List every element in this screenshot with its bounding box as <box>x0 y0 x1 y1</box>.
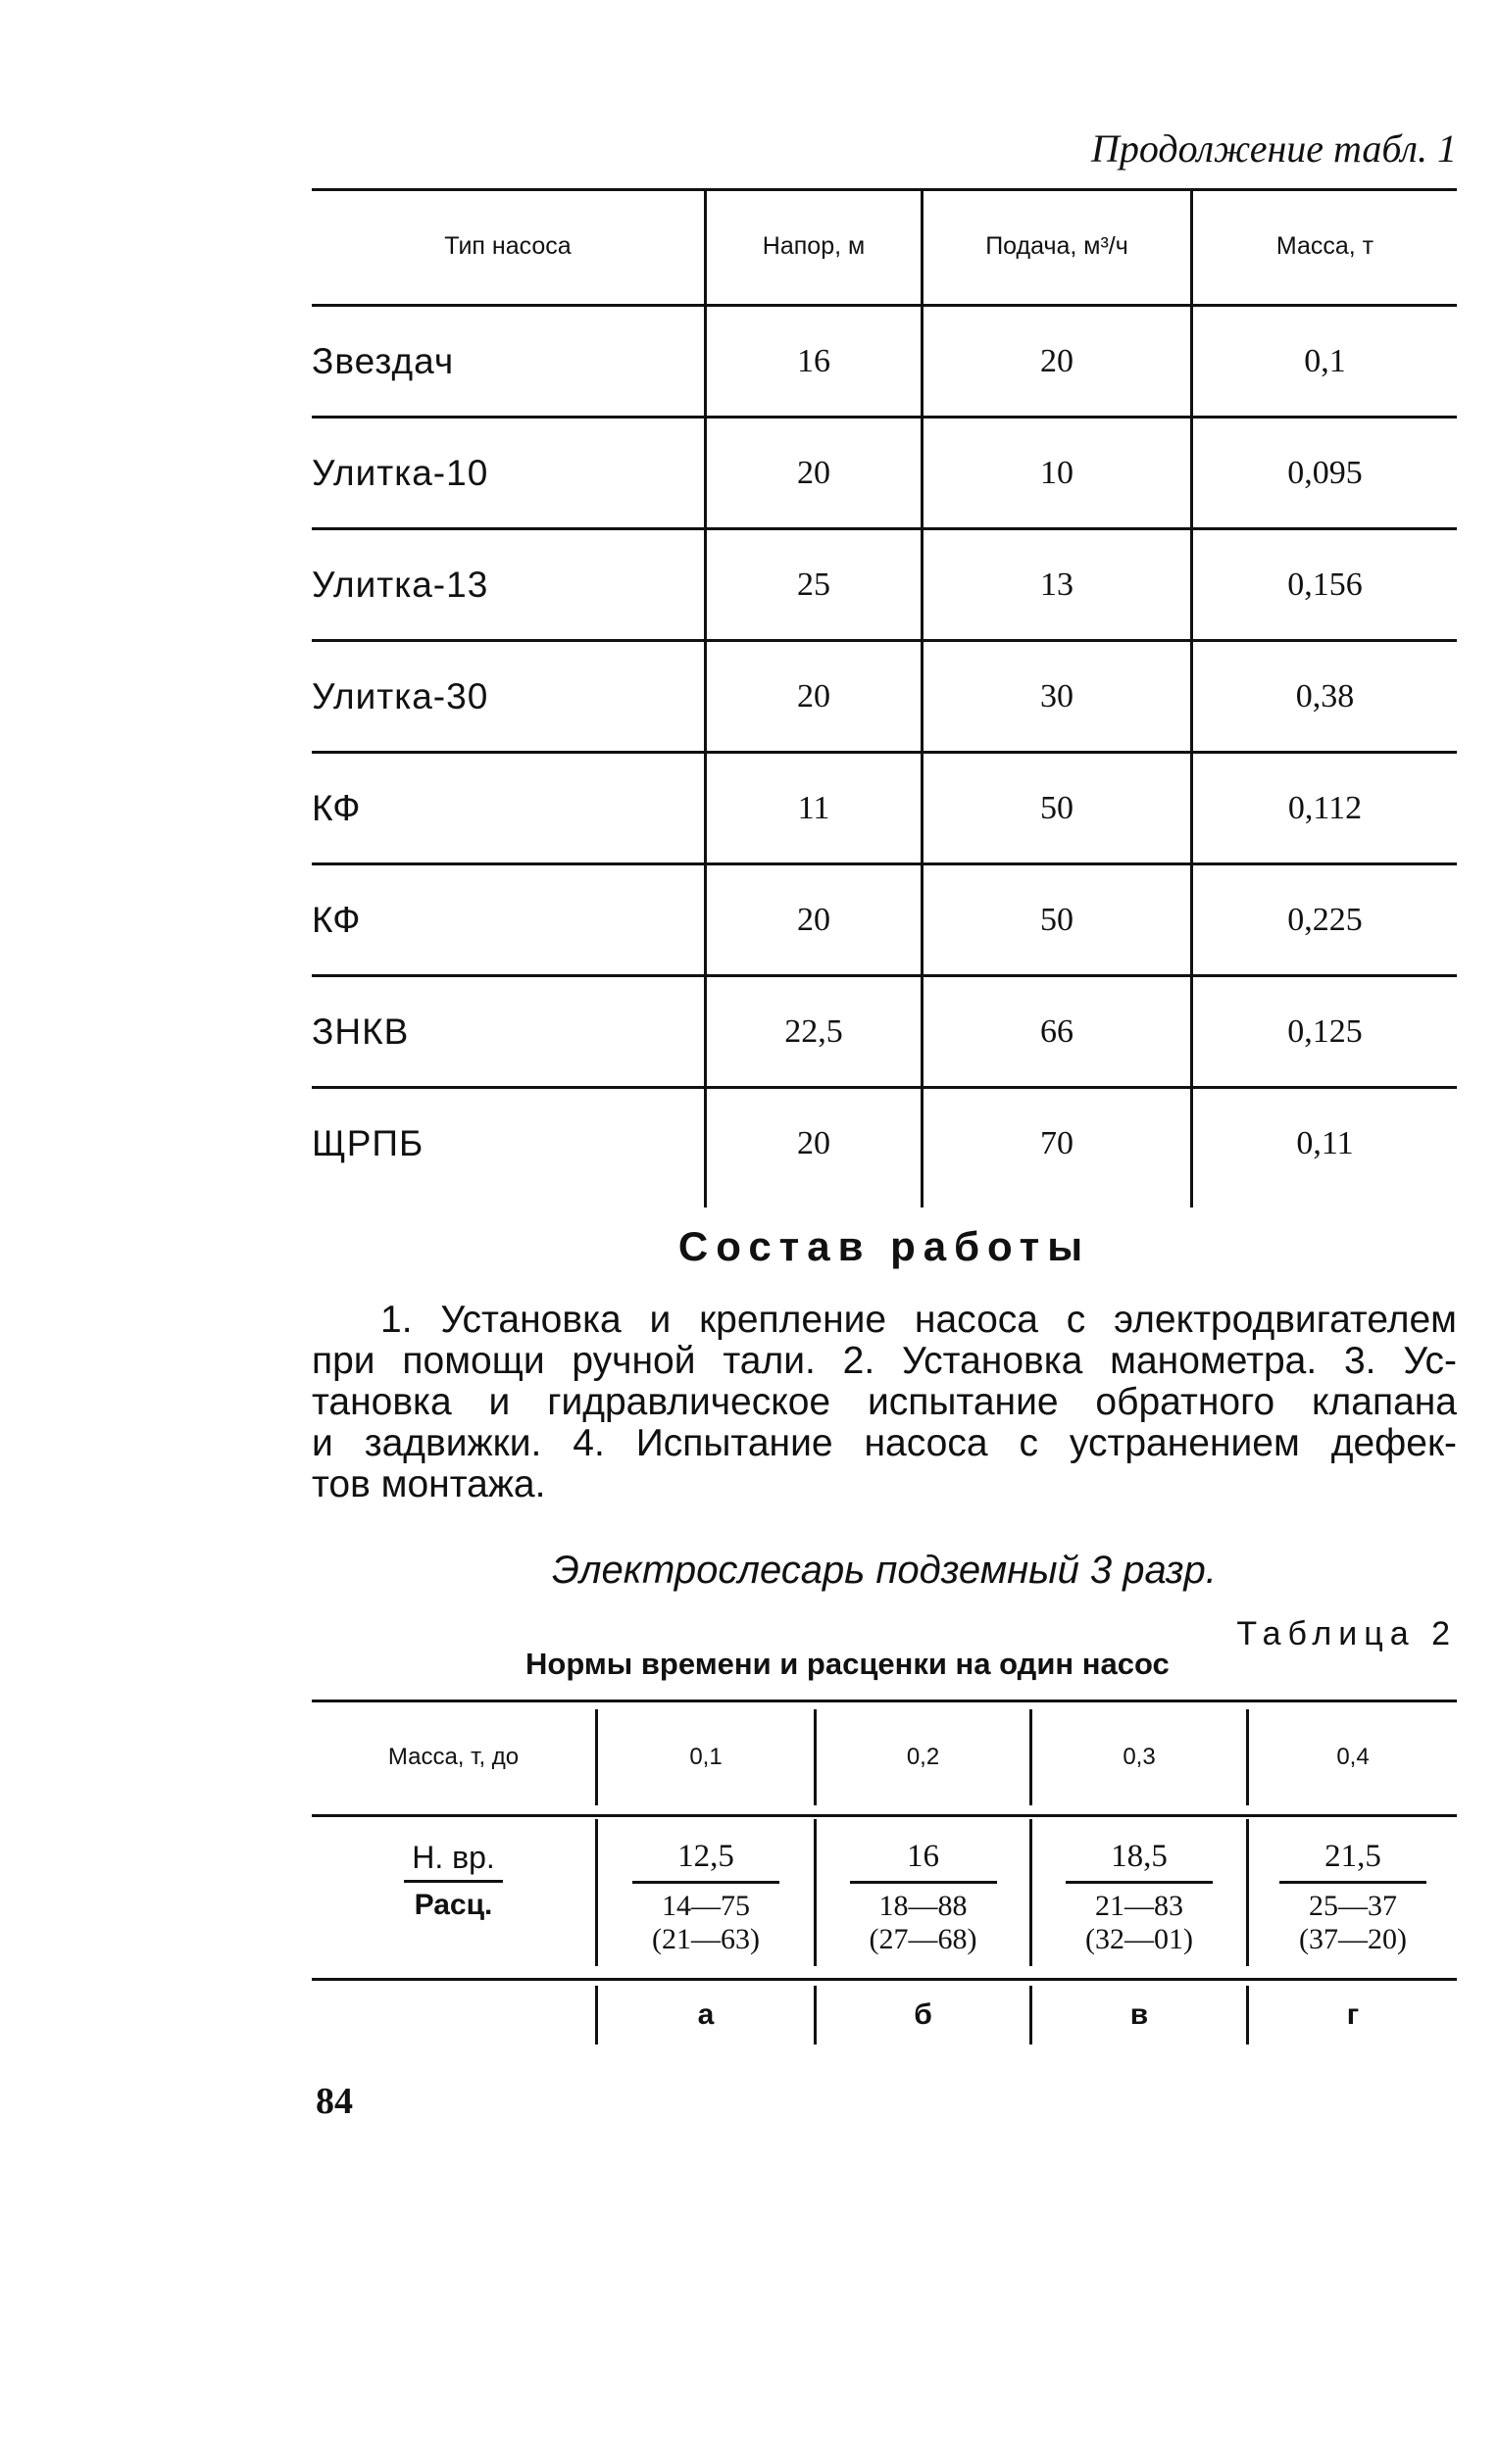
flow-value: 13 <box>1040 566 1074 603</box>
mass-column-header: 0,2 <box>906 1743 940 1770</box>
rate-secondary: (21—63) <box>652 1923 760 1955</box>
rate-value <box>1085 1884 1193 1956</box>
paragraph-line: при помощи ручной тали. 2. Установка манометра. 3. Ус- <box>312 1340 1457 1382</box>
norm-time-value: 16 <box>850 1839 997 1884</box>
flow-value: 50 <box>1040 901 1074 938</box>
page-number: 84 <box>316 2081 353 2122</box>
mass-value: 0,38 <box>1295 677 1355 715</box>
mass-value: 0,125 <box>1287 1012 1363 1050</box>
continuation-caption: Продолжение табл. 1 <box>1090 126 1457 171</box>
flow-value: 30 <box>1040 677 1074 715</box>
pump-name: КФ <box>312 899 362 940</box>
norm-cell <box>1249 1817 1457 1978</box>
pump-name: Улитка-30 <box>312 675 489 716</box>
head-value: 11 <box>797 789 830 826</box>
head-value: 16 <box>797 342 830 379</box>
paragraph-line: 1. Установка и крепление насоса с электродвигателем <box>380 1299 1457 1341</box>
norm-time-value: 18,5 <box>1066 1839 1213 1884</box>
norm-cell <box>817 1817 1029 1978</box>
rate-value <box>870 1884 977 1956</box>
pump-name: ЩРПБ <box>312 1122 424 1163</box>
column-letter: в <box>1129 1998 1149 2031</box>
work-description <box>312 1300 1457 1505</box>
norm-time-value: 21,5 <box>1279 1839 1426 1884</box>
mass-value: 0,11 <box>1296 1124 1354 1161</box>
head-value: 20 <box>797 901 830 938</box>
worker-qualification: Электрослесарь подземный 3 разр. <box>552 1549 1217 1592</box>
rate-primary: 14—75 <box>661 1890 750 1922</box>
mass-value: 0,1 <box>1304 342 1346 379</box>
rate-primary: 18—88 <box>878 1890 968 1922</box>
head-value: 20 <box>797 1124 830 1161</box>
mass-value: 0,225 <box>1287 901 1363 938</box>
pump-name: Улитка-13 <box>312 564 489 605</box>
mass-value: 0,156 <box>1287 566 1363 603</box>
column-letter: г <box>1346 1998 1360 2031</box>
col-header-flow: Подача, м³/ч <box>985 231 1128 260</box>
rate-primary: 25—37 <box>1308 1890 1397 1922</box>
pump-name: Звездач <box>312 340 455 381</box>
paragraph-line: тов монтажа. <box>312 1463 546 1505</box>
head-value: 20 <box>797 677 830 715</box>
flow-value: 10 <box>1040 454 1074 491</box>
flow-value: 70 <box>1040 1124 1074 1161</box>
norm-time-label: Н. вр. <box>404 1840 503 1883</box>
pump-name: Улитка-10 <box>312 452 489 493</box>
paragraph-line: тановка и гидравлическое испытание обратного клапана <box>312 1381 1457 1423</box>
pump-name: КФ <box>312 787 362 828</box>
head-value: 25 <box>797 566 830 603</box>
mass-column-header: 0,4 <box>1336 1743 1370 1770</box>
flow-value: 50 <box>1040 789 1074 826</box>
section-title: Состав работы <box>677 1223 1091 1269</box>
mass-column-header: 0,1 <box>689 1743 723 1770</box>
norm-row-label <box>312 1817 595 1945</box>
norm-time-value: 12,5 <box>632 1839 779 1884</box>
rate-label: Расц. <box>414 1889 493 1921</box>
document-page <box>312 0 1457 2464</box>
col-header-head: Напор, м <box>762 231 866 260</box>
table2-title: Нормы времени и расценки на один насос <box>525 1647 1170 1681</box>
column-letter: а <box>697 1998 715 2031</box>
flow-value: 20 <box>1040 342 1074 379</box>
mass-value: 0,095 <box>1287 454 1363 491</box>
head-value: 22,5 <box>784 1012 843 1050</box>
table2-label: Таблица 2 <box>1236 1615 1457 1652</box>
rate-secondary: (37—20) <box>1299 1923 1407 1955</box>
col-header-mass: Масса, т <box>1275 231 1374 260</box>
rate-secondary: (27—68) <box>869 1923 977 1955</box>
head-value: 20 <box>797 454 830 491</box>
pump-name: ЗНКВ <box>312 1010 410 1052</box>
rate-primary: 21—83 <box>1094 1890 1183 1922</box>
rate-value <box>652 1884 760 1956</box>
mass-header: Масса, т, до <box>387 1743 520 1770</box>
paragraph-line: и задвижки. 4. Испытание насоса с устранением дефек- <box>312 1422 1457 1464</box>
column-letter: б <box>914 1998 932 2031</box>
flow-value: 66 <box>1040 1012 1074 1050</box>
col-header-pump-type: Тип насоса <box>444 231 572 260</box>
rate-value <box>1299 1884 1407 1956</box>
mass-value: 0,112 <box>1287 789 1363 826</box>
mass-column-header: 0,3 <box>1123 1743 1156 1770</box>
rate-secondary: (32—01) <box>1085 1923 1193 1955</box>
norm-cell <box>598 1817 814 1978</box>
norm-cell <box>1032 1817 1246 1978</box>
